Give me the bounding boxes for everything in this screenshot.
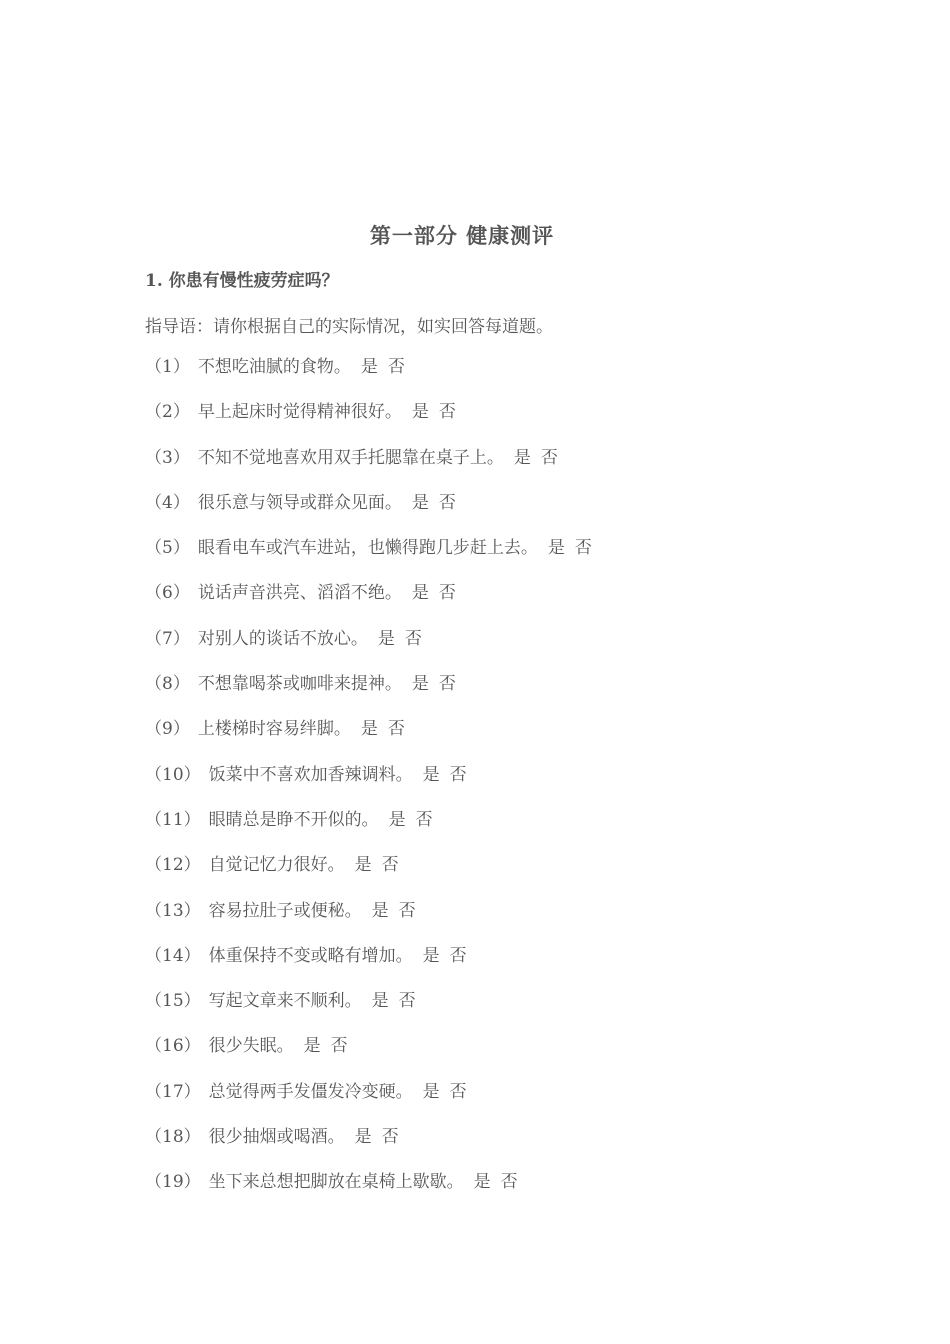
question-text: 不知不觉地喜欢用双手托腮靠在桌子上。	[197, 447, 504, 468]
answer-no-option: 否	[398, 900, 416, 921]
question-text: 上楼梯时容易绊脚。	[197, 719, 351, 740]
question-number: （4）	[145, 492, 190, 513]
answer-yes-option: 是	[422, 764, 440, 785]
question-item	[145, 1035, 592, 1080]
answer-no-option: 否	[438, 402, 456, 423]
question-item	[145, 628, 592, 673]
question-text: 容易拉肚子或便秘。	[208, 900, 362, 921]
answer-yes-option: 是	[360, 719, 378, 740]
question-number: （1）	[145, 357, 190, 377]
answer-yes-option: 是	[377, 628, 395, 649]
answer-no-option: 否	[404, 628, 422, 649]
question-number: （9）	[145, 719, 190, 740]
answer-no-option: 否	[330, 1036, 348, 1057]
question-item	[145, 356, 592, 401]
answer-no-option: 否	[449, 1081, 467, 1102]
question-number: （14）	[145, 945, 201, 966]
question-number: （7）	[145, 628, 190, 649]
question-text: 不想靠喝茶或咖啡来提神。	[197, 674, 402, 695]
question-item	[145, 537, 592, 582]
question-number: （15）	[145, 991, 201, 1012]
question-number: （5）	[145, 538, 190, 559]
question-text: 很少失眠。	[208, 1036, 294, 1057]
question-item	[145, 764, 592, 809]
question-list	[145, 356, 592, 1217]
question-text: 对别人的谈话不放心。	[197, 628, 368, 649]
answer-yes-option: 是	[411, 402, 429, 423]
question-item	[145, 990, 592, 1035]
question-number: （13）	[145, 900, 201, 921]
answer-yes-option: 是	[371, 991, 389, 1012]
question-item	[145, 492, 592, 537]
answer-yes-option: 是	[371, 900, 389, 921]
question-item	[145, 1081, 592, 1126]
question-number: （19）	[145, 1172, 201, 1193]
question-item	[145, 1126, 592, 1171]
answer-no-option: 否	[398, 991, 416, 1012]
question-item	[145, 447, 592, 492]
question-text: 自觉记忆力很好。	[208, 855, 345, 876]
answer-no-option: 否	[381, 855, 399, 876]
question-item	[145, 900, 592, 945]
question-number: （17）	[145, 1081, 201, 1102]
question-number: （6）	[145, 583, 190, 604]
answer-yes-option: 是	[547, 538, 565, 559]
question-item	[145, 582, 592, 627]
answer-no-option: 否	[415, 809, 433, 830]
answer-yes-option: 是	[303, 1036, 321, 1057]
question-number: （8）	[145, 674, 190, 695]
answer-no-option: 否	[500, 1172, 518, 1193]
question-item	[145, 1171, 592, 1216]
question-text: 饭菜中不喜欢加香辣调料。	[208, 764, 413, 785]
answer-yes-option: 是	[354, 1127, 372, 1148]
question-number: （16）	[145, 1036, 201, 1057]
question-number: （3）	[145, 447, 190, 468]
question-number: （11）	[145, 809, 201, 830]
question-text: 坐下来总想把脚放在桌椅上歇歇。	[208, 1172, 464, 1193]
answer-no-option: 否	[381, 1127, 399, 1148]
question-text: 很少抽烟或喝酒。	[208, 1127, 345, 1148]
answer-yes-option: 是	[513, 447, 531, 468]
question-item	[145, 718, 592, 763]
answer-yes-option: 是	[422, 945, 440, 966]
answer-no-option: 否	[438, 583, 456, 604]
question-number: （2）	[145, 402, 190, 423]
question-number: （18）	[145, 1127, 201, 1148]
answer-yes-option: 是	[411, 492, 429, 513]
question-item	[145, 945, 592, 990]
answer-yes-option: 是	[422, 1081, 440, 1102]
question-item	[145, 854, 592, 899]
answer-yes-option: 是	[411, 674, 429, 695]
question-item	[145, 809, 592, 854]
answer-no-option: 否	[449, 764, 467, 785]
question-number: （10）	[145, 764, 201, 785]
answer-yes-option: 是	[388, 809, 406, 830]
question-text: 体重保持不变或略有增加。	[208, 945, 413, 966]
question-text: 总觉得两手发僵发冷变硬。	[208, 1081, 413, 1102]
answer-no-option: 否	[387, 719, 405, 740]
question-text: 写起文章来不顺利。	[208, 991, 362, 1012]
answer-yes-option: 是	[354, 855, 372, 876]
question-text: 不想吃油腻的食物。	[197, 357, 351, 377]
question-text: 眼看电车或汽车进站，也懒得跑几步赶上去。	[197, 538, 538, 559]
answer-yes-option: 是	[360, 357, 378, 377]
answer-no-option: 否	[438, 492, 456, 513]
section-heading: 1. 你患有慢性疲劳症吗？	[145, 271, 339, 291]
answer-yes-option: 是	[473, 1172, 491, 1193]
question-item	[145, 401, 592, 446]
question-number: （12）	[145, 855, 201, 876]
question-text: 眼睛总是睁不开似的。	[208, 809, 379, 830]
instruction-text: 指导语：请你根据自己的实际情况，如实回答每道题。	[145, 317, 553, 337]
question-item	[145, 673, 592, 718]
question-text: 很乐意与领导或群众见面。	[197, 492, 402, 513]
page-title: 第一部分 健康测评	[369, 223, 555, 248]
answer-no-option: 否	[387, 357, 405, 377]
question-text: 说话声音洪亮、滔滔不绝。	[197, 583, 402, 604]
question-text: 早上起床时觉得精神很好。	[197, 402, 402, 423]
answer-no-option: 否	[449, 945, 467, 966]
answer-no-option: 否	[438, 674, 456, 695]
answer-no-option: 否	[540, 447, 558, 468]
answer-yes-option: 是	[411, 583, 429, 604]
answer-no-option: 否	[574, 538, 592, 559]
